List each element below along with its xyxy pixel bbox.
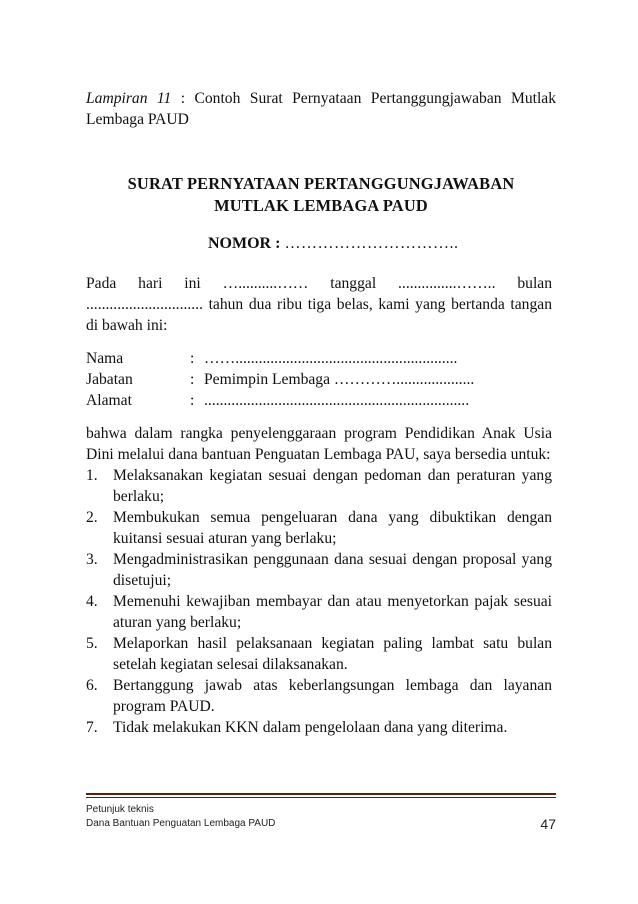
number-line <box>208 233 458 254</box>
list-item <box>86 549 552 591</box>
page-number: 47 <box>540 816 556 832</box>
footer-divider-thin <box>86 797 556 798</box>
signatory-fields <box>86 348 556 411</box>
list-item <box>86 717 552 738</box>
title-line-2: MUTLAK LEMBAGA PAUD <box>214 196 428 215</box>
field-jabatan <box>86 369 556 390</box>
field-value: .................................................................... <box>204 392 470 409</box>
list-item <box>86 465 552 507</box>
item-text: Melaksanakan kegiatan sesuai dengan pedoman dan peraturan yang berlaku; <box>113 467 552 505</box>
item-text: Membukukan semua pengeluaran dana yang dibuktikan dengan kuitansi sesuai aturan yang berlaku; <box>113 509 552 547</box>
page-footer <box>86 803 556 831</box>
list-item <box>86 591 552 633</box>
field-colon: : <box>190 350 195 367</box>
footer-line-1: Petunjuk teknis <box>86 804 154 815</box>
field-nama <box>86 348 556 369</box>
list-item <box>86 675 552 717</box>
item-number: 4. <box>86 593 98 610</box>
title-line-1: SURAT PERNYATAAN PERTANGGUNGJAWABAN <box>127 174 515 193</box>
appendix-label: Lampiran 11 <box>86 90 172 107</box>
item-text: Memenuhi kewajiban membayar dan atau menyetorkan pajak sesuai aturan yang berlaku; <box>113 593 552 631</box>
statement-paragraph: bahwa dalam rangka penyelenggaraan program Pendidikan Anak Usia Dini melalui dana bantuan Penguatan Lembaga PAU, saya bersedia untuk: <box>86 425 552 463</box>
field-value: ……......................................................... <box>204 350 458 367</box>
item-text: Melaporkan hasil pelaksanaan kegiatan paling lambat satu bulan setelah kegiatan selesai dilaksanakan. <box>113 635 552 673</box>
item-number: 7. <box>86 719 98 736</box>
item-text: Tidak melakukan KKN dalam pengelolaan dana yang diterima. <box>113 719 508 736</box>
number-placeholder: ………………………….. <box>284 235 459 252</box>
appendix-caption <box>86 88 556 130</box>
appendix-text: : Contoh Surat Pernyataan Pertanggungjawaban Mutlak Lembaga PAUD <box>86 90 556 128</box>
field-label: Nama <box>86 350 124 367</box>
document-title <box>86 173 556 217</box>
item-number: 6. <box>86 677 98 694</box>
field-colon: : <box>190 392 195 409</box>
item-text: Mengadministrasikan penggunaan dana sesuai dengan proposal yang disetujui; <box>113 551 552 589</box>
statement-block <box>86 423 552 738</box>
footer-line-2: Dana Bantuan Penguatan Lembaga PAUD <box>86 818 276 829</box>
intro-paragraph: Pada hari ini …..........…… tanggal ...............…….. bulan .............................. tahun dua ribu tiga belas, kami yang bertanda tangan di bawah ini: <box>86 275 552 334</box>
footer-divider <box>86 793 556 795</box>
item-number: 1. <box>86 467 98 484</box>
field-colon: : <box>190 371 195 388</box>
item-number: 5. <box>86 635 98 652</box>
field-alamat <box>86 390 556 411</box>
commitment-list <box>86 465 552 738</box>
field-value: Pemimpin Lembaga ………….................... <box>204 371 475 388</box>
list-item <box>86 633 552 675</box>
item-number: 2. <box>86 509 98 526</box>
item-number: 3. <box>86 551 98 568</box>
field-label: Alamat <box>86 392 132 409</box>
number-label: NOMOR : <box>208 235 285 252</box>
item-text: Bertanggung jawab atas keberlangsungan lembaga dan layanan program PAUD. <box>113 677 552 715</box>
list-item <box>86 507 552 549</box>
field-label: Jabatan <box>86 371 133 388</box>
